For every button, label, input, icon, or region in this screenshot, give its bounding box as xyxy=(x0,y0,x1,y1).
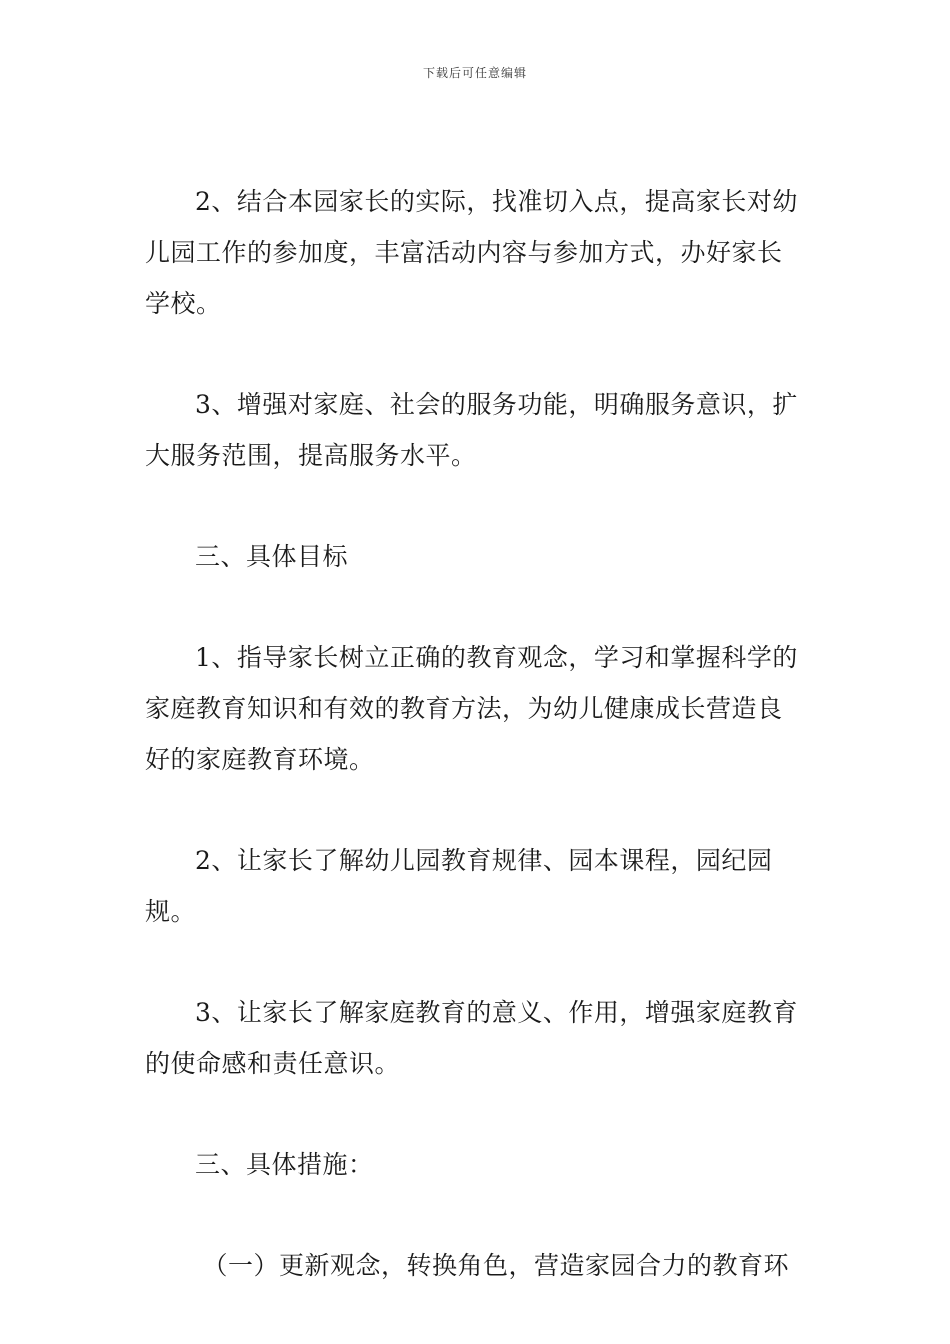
page-header-note: 下载后可任意编辑 xyxy=(422,66,527,80)
document-body xyxy=(145,176,807,1341)
paragraph-measure-1: （一）更新观念，转换角色，营造家园合力的教育环 xyxy=(202,1251,790,1280)
paragraph-target-3: 3、让家长了解家庭教育的意义、作用，增强家庭教育的使命感和责任意识。 xyxy=(145,998,798,1078)
paragraph-goal-2: 2、结合本园家长的实际，找准切入点，提高家长对幼儿园工作的参加度，丰富活动内容与参加方式，办好家长学校。 xyxy=(145,187,798,318)
section-heading-specific-measures: 三、具体措施： xyxy=(195,1150,374,1179)
paragraph-goal-3: 3、增强对家庭、社会的服务功能，明确服务意识，扩大服务范围，提高服务水平。 xyxy=(145,390,798,470)
section-heading-specific-targets: 三、具体目标 xyxy=(195,542,349,571)
paragraph-target-1: 1、指导家长树立正确的教育观念，学习和掌握科学的家庭教育知识和有效的教育方法，为幼儿健康成长营造良好的家庭教育环境。 xyxy=(145,643,798,774)
paragraph-target-2: 2、让家长了解幼儿园教育规律、园本课程，园纪园规。 xyxy=(145,846,773,926)
